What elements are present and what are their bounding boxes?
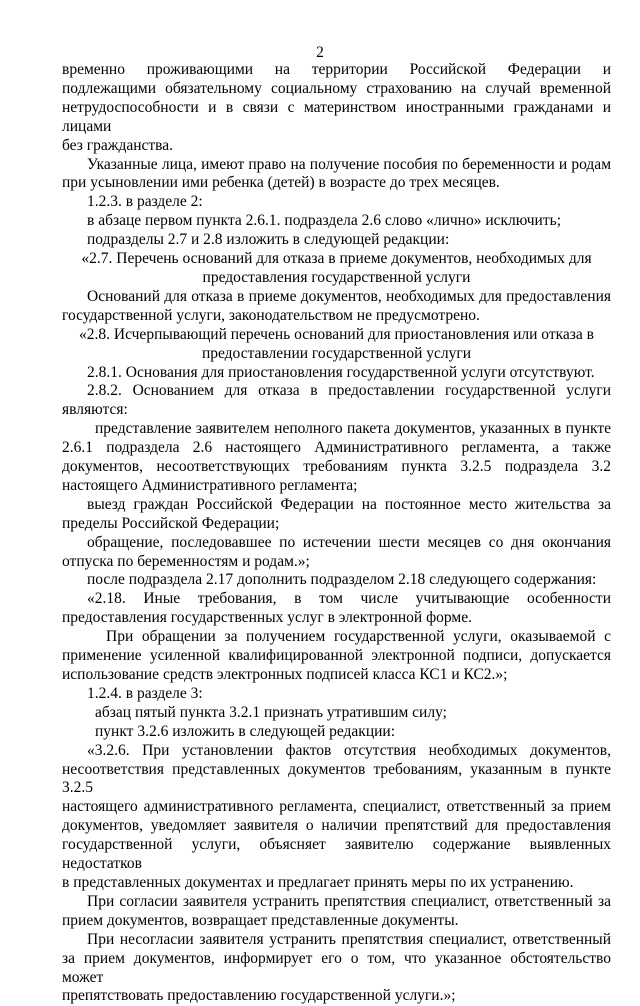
text-line: пределы Российской Федерации; (62, 514, 280, 532)
text-line: настоящего административного регламента, специалист, ответственный за прием (62, 798, 611, 816)
text-line: выезд граждан Российской Федерации на постоянное место жительства за (87, 495, 611, 513)
text-line: 2.8.2. Основанием для отказа в предоставлении государственной услуги (87, 382, 611, 400)
text-line: документов, уведомляет заявителя о наличии препятствий для предоставления (62, 817, 611, 835)
text-line: при усыновлении ими ребенка (детей) в возрасте до трех месяцев. (62, 174, 500, 192)
text-line: «2.7. Перечень оснований для отказа в приеме документов, необходимых для (81, 250, 592, 268)
text-line: При обращении за получением государственной услуги, оказываемой с (106, 628, 611, 646)
text-line: настоящего Административного регламента; (62, 476, 358, 494)
text-line: подлежащими обязательному социальному страхованию на случай временной (62, 79, 611, 97)
text-line: в абзаце первом пункта 2.6.1. подраздела 2.6 слово «лично» исключить; (87, 212, 561, 230)
text-line: Указанные лица, имеют право на получение пособия по беременности и родам (87, 155, 611, 173)
text-line: подразделы 2.7 и 2.8 изложить в следующей редакции: (87, 231, 450, 249)
text-line: «2.8. Исчерпывающий перечень оснований для приостановления или отказа в (79, 325, 594, 343)
page-number: 2 (316, 44, 324, 61)
text-line: использование средств электронных подписей класса КС1 и КС2.»; (62, 666, 508, 683)
text-line: прием документов, возвращает представленные документы. (62, 911, 459, 929)
text-line: пункт 3.2.6 изложить в следующей редакции: (95, 722, 396, 740)
text-line: При согласии заявителя устранить препятствия специалист, ответственный за (87, 892, 611, 910)
text-line: временно проживающими на территории Российской Федерации и (62, 61, 611, 78)
text-line: предоставлении государственной услуги (201, 344, 472, 362)
text-line: в представленных документах и предлагает принять меры по их устранению. (62, 873, 574, 891)
text-line: применение усиленной квалифицированной электронной подписи, допускается (62, 647, 611, 665)
text-line: нетрудоспособности и в связи с материнством иностранными гражданами и лицами (62, 98, 611, 135)
text-line: 2.8.1. Основания для приостановления государственной услуги отсутствуют. (87, 363, 595, 381)
text-line: без гражданства. (62, 136, 174, 154)
text-line: 2.6.1 подраздела 2.6 настоящего Административного регламента, а также (62, 439, 611, 457)
text-line: несоответствия представленных документов требованиям, указанным в пункте 3.2.5 (62, 760, 611, 797)
text-line: «3.2.6. При установлении фактов отсутствия необходимых документов, (87, 741, 611, 759)
text-line: 1.2.3. в разделе 2: (87, 193, 203, 211)
text-line: государственной услуги, законодательством не предусмотрено. (62, 306, 480, 324)
document-body (62, 61, 611, 1006)
text-line: абзац пятый пункта 3.2.1 признать утратившим силу; (95, 703, 447, 721)
text-line: предоставления государственной услуги (202, 268, 471, 286)
text-line: обращение, последовавшее по истечении шести месяцев со дня окончания (87, 533, 611, 551)
text-line: препятствовать предоставлению государственной услуги.»; (62, 987, 456, 1005)
text-line: При несогласии заявителя устранить препятствия специалист, ответственный (87, 930, 611, 948)
text-line: после подраздела 2.17 дополнить подразделом 2.18 следующего содержания: (87, 571, 597, 589)
text-line: Оснований для отказа в приеме документов, необходимых для предоставления (87, 287, 611, 305)
text-line: представление заявителем неполного пакета документов, указанных в пункте (95, 420, 611, 438)
text-line: предоставления государственных услуг в электронной форме. (62, 609, 472, 627)
text-line: являются: (62, 401, 128, 419)
text-line: за прием документов, информирует его о том, что указанное обстоятельство может (62, 949, 611, 986)
text-line: отпуска по беременностям и родам.»; (62, 552, 310, 570)
text-line: «2.18. Иные требования, в том числе учитывающие особенности (87, 590, 611, 608)
text-line: 1.2.4. в разделе 3: (87, 684, 203, 702)
text-line: государственной услуги, объясняет заявителю содержание выявленных недостатков (62, 836, 611, 873)
text-line: документов, несоответствующих требованиям пункта 3.2.5 подраздела 3.2 (62, 458, 611, 476)
